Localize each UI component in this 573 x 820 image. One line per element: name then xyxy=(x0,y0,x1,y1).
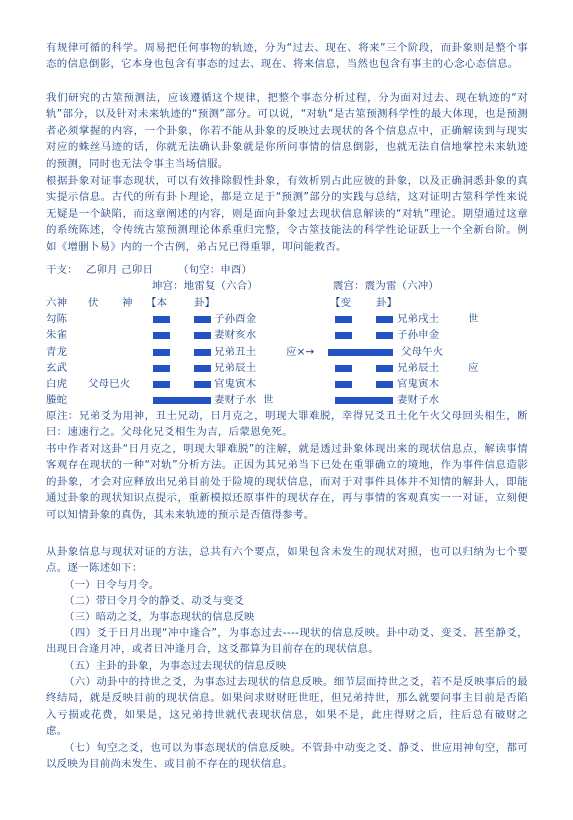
shen-header: 神 xyxy=(122,297,133,309)
change-line-4-label: 父母午火 xyxy=(401,346,444,358)
method-item-4: （四）爻于日月出现“冲中逢合”，为事态过去----现状的信息反映。卦中动爻、变爻、甚至静爻，出现日合逢月冲，或者日冲逢月合，这爻都算为目前存在的现状信息。 xyxy=(46,627,528,656)
xunkong-value: （旬空：申酉） xyxy=(178,264,253,276)
intro-paragraph-1: 有规律可循的科学。周易把任何事物的轨迹，分为“过去、现在、将来”三个阶段，而卦象则是整个事态的信息倒影，它本身也包含有事态的过去、现在、将来信息，当然也包含有事主的心念心态信息。 xyxy=(46,42,528,71)
change-line-6-label: 兄弟戌土 xyxy=(397,313,440,325)
main-yao-2-yin xyxy=(153,381,211,388)
liushen-tengshe: 螣蛇 xyxy=(46,394,68,406)
main-gua-title: 坤宫：地雷复（六合） xyxy=(152,280,258,292)
liushen-gouchen: 勾陈 xyxy=(46,313,68,325)
bian-gua-header-end: 卦】 xyxy=(376,297,398,309)
main-line-6-label: 子孙酉金 xyxy=(214,313,257,325)
liushen-header: 六神 xyxy=(46,297,68,309)
ben-gua-header-end: 卦】 xyxy=(194,297,216,309)
method-item-5: （五）主卦的卦象，为事态过去现状的信息反映 xyxy=(64,660,287,672)
change-yao-6-yin xyxy=(335,316,393,323)
original-note-paragraph: 原注：兄弟爻为用神，丑土兄动，日月克之，明现大罪难脱，幸得兄爻丑土化午火父母回头相生，断曰：速速行之。父母化兄爻相生为吉，后蒙恩免死。 xyxy=(46,410,528,439)
main-line-2-label: 官鬼寅木 xyxy=(214,378,257,390)
method-item-7: （七）旬空之爻，也可以为事态现状的信息反映。不管卦中动变之爻、静爻、世应用神旬空，都可以反映为目前尚未发生、或目前不存在的现状信息。 xyxy=(46,742,528,771)
method-item-3: （三）暗动之爻，为事态现状的信息反映 xyxy=(64,611,255,623)
change-yao-1-yang xyxy=(335,397,393,404)
main-line-4-label: 兄弟丑土 xyxy=(214,346,257,358)
liushen-baihu: 白虎 xyxy=(46,378,68,390)
change-line-1-label: 妻财子水 xyxy=(397,394,440,406)
method-item-6: （六）动卦中的持世之爻，为事态过去现状的信息反映。细节层面持世之爻，若不是反映事后的最终结局，就是反映目前的现状信息。如果问求财财旺世旺，但兄弟持世，那么就要问事主目前是否陷入亏损或花费，如果是，这兄弟持世就代表现状信息，如果不是，此庄得财之后，往后总有破财之虑。 xyxy=(46,676,528,738)
main-yao-4-yin xyxy=(153,349,211,356)
change-yao-2-yin xyxy=(335,381,393,388)
analysis-paragraph: 书中作者对这卦“日月克之，明现大罪难脱”的注解，就是透过卦象体现出来的现状信息点，解读事情客观存在现状的一种“对轨”分析方法。正因为其兄弟当下已处在重罪确立的境地，作为事件信息造影的卦象，才会对应释放出兄弟目前处于险境的现状信息，而对于对事件具体并不知情的解卦人，即能通过卦象的现状知识点提示，重新模拟还原事件的现状存在，再与事情的客观真实一一对证，立刻便可以知情卦象的真伪，其未来轨迹的预示是否值得参考。 xyxy=(46,443,528,521)
liushen-xuanwu: 玄武 xyxy=(46,362,68,374)
main-yao-6-yin xyxy=(153,316,211,323)
change-yao-5-yin xyxy=(335,332,393,339)
change-gua-title: 震宫：震为雷（六冲） xyxy=(333,280,439,292)
intro-paragraph-2: 我们研究的古筮预测法，应该遵循这个规律，把整个事态分析过程，分为面对过去、现在轨迹的“对轨”部分，以及针对未来轨迹的“预测”部分。可以说，“对轨”是古筮预测科学性的最大体现，也是预测者必须掌握的内容，一个卦象，你若不能从卦象的反映过去现状的各个信息点中，正确解读到与现实对应的蛛丝马迹的话，你就无法确认卦象就是你所问事情的信息倒影，也就无法自信地掌控未来轨迹的预测，同时也无法令事主当场信服。 xyxy=(46,92,528,170)
liushen-zhuque: 朱雀 xyxy=(46,329,68,341)
bian-gua-header: 【变 xyxy=(330,297,352,309)
main-shi-mark: 世 xyxy=(263,394,274,406)
method-item-1: （一）日令与月令。 xyxy=(64,579,160,591)
change-line-3-label: 兄弟辰土 xyxy=(397,362,440,374)
moving-line-marker: 应×→ xyxy=(286,346,315,358)
change-yao-3-yin xyxy=(335,365,393,372)
main-line-3-label: 兄弟辰土 xyxy=(214,362,257,374)
change-yao-4-yang xyxy=(328,349,393,356)
ganzhi-label: 干支： xyxy=(46,264,78,276)
ganzhi-value: 乙卯月 己卯日 xyxy=(86,264,154,276)
fushen-value: 父母巳火 xyxy=(88,378,131,390)
main-line-1-label: 妻财子水 xyxy=(214,394,257,406)
change-shi-mark: 世 xyxy=(468,313,479,325)
intro-paragraph-3: 根据卦象对证事态现状，可以有效排除假性卦象，有效析别占此应彼的卦象，以及正确洞悉卦象的真实提示信息。古代的所有卦卜理论，都是立足于“预测”部分的实践与总结，这对证明古筮科学性来说无疑是一个缺陷，而这章阐述的内容，则是面向卦象过去现状信息解读的“对轨”理论。期望通过这章的系统陈述，令传统古筮预测理论体系重归完整，令古筮技能法的科学性论证跃上一个全新台阶。例如《增删卜易》内的一个古例，弟占兄已得重罪，叩问能救否。 xyxy=(46,175,528,253)
change-line-2-label: 官鬼寅木 xyxy=(397,378,440,390)
method-item-2: （二）带日令月令的静爻、动爻与变爻 xyxy=(64,595,245,607)
main-yao-5-yin xyxy=(153,332,211,339)
main-yao-1-yang xyxy=(153,397,211,404)
ben-gua-header: 【本 xyxy=(146,297,168,309)
change-ying-mark: 应 xyxy=(468,362,479,374)
main-yao-3-yin xyxy=(153,365,211,372)
method-intro-paragraph: 从卦象信息与现状对证的方法，总共有六个要点，如果包含未发生的现状对照，也可以归纳为七个要点。逐一陈述如下： xyxy=(46,546,528,575)
liushen-qinglong: 青龙 xyxy=(46,346,68,358)
main-line-5-label: 妻财亥水 xyxy=(214,329,257,341)
fu-header: 伏 xyxy=(88,297,99,309)
change-line-5-label: 子孙申金 xyxy=(397,329,440,341)
